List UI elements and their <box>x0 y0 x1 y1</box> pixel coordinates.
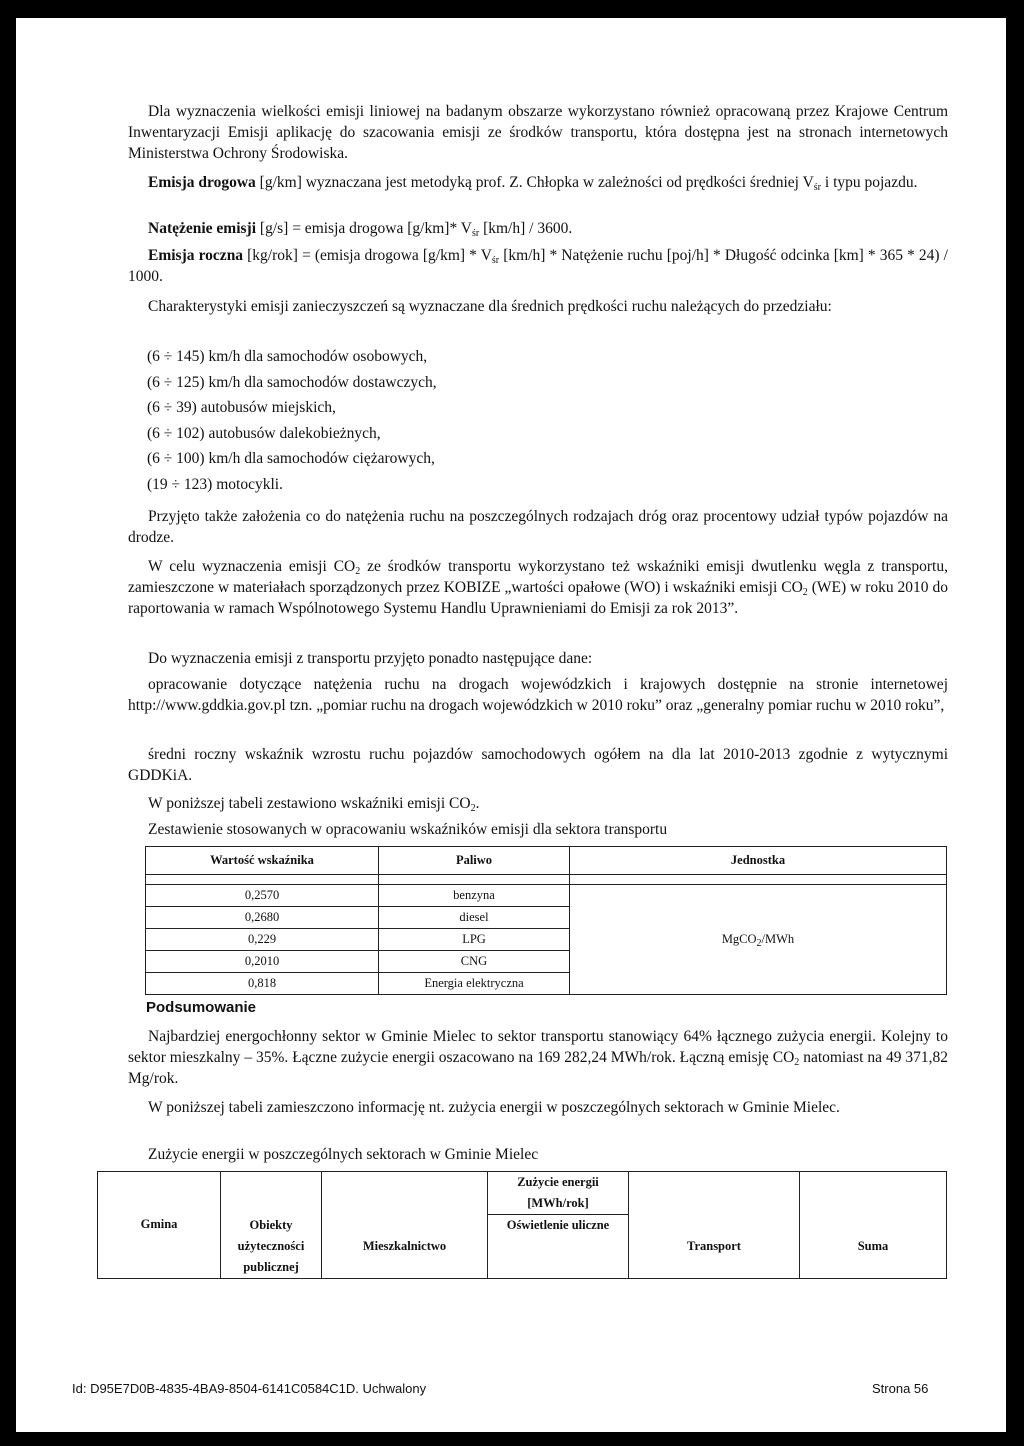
table-header: Mieszkalnictwo <box>322 1215 488 1279</box>
scan-border-bottom <box>0 1432 1024 1446</box>
summary-paragraph: Najbardziej energochłonny sektor w Gminie Mielec to sektor transportu stanowiący 64% łącznego zużycia energii. Kolejny to sektor mieszkalny – 35%. Łączne zużycie energii oszacowano na 169 282,24 MWh/rok. Łączną emisję $CO_2$ natomiast na 49 371,82 Mg/rok. <box>128 1028 948 1087</box>
table-header: Oświetlenie uliczne <box>488 1215 629 1279</box>
table-header: Paliwo <box>379 847 570 875</box>
table-row: 0,2570 benzyna MgCO$_2$/MWh <box>146 885 947 907</box>
table-header: Obiekty użyteczności publicznej <box>221 1215 322 1279</box>
table-row: 0,2680 diesel <box>146 907 947 929</box>
document-id: Id: D95E7D0B-4835-4BA9-8504-6141C0584C1D. Uchwalony <box>72 1381 427 1396</box>
emisja-drogowa-paragraph: Emisja drogowa [g/km] wyznaczana jest metodyką prof. Z. Chłopka w zależności od prędkości średniej $V_{śr}$ i typu pojazdu. <box>148 174 918 193</box>
intro-paragraph: Dla wyznaczenia wielkości emisji liniowej na badanym obszarze wykorzystano również opracowaną przez Krajowe Centrum Inwentaryzacji Emisji aplikację do szacowania emisji ze środków transportu, która dostępna jest na stronach internetowych Ministerstwa Ochrony Środowiska. <box>128 103 948 162</box>
table-header: Wartość wskaźnika <box>146 847 379 875</box>
speed-range-item: (6 ÷ 102) autobusów dalekobieżnych, <box>147 424 381 442</box>
scan-border-right <box>1006 0 1024 1446</box>
speed-range-item: (6 ÷ 39) autobusów miejskich, <box>147 399 336 416</box>
speed-range-list <box>147 346 437 499</box>
do-wyznaczenia-paragraph: Do wyznaczenia emisji z transportu przyjęto ponadto następujące dane: <box>148 650 593 667</box>
table2-intro: W poniższej tabeli zamieszczono informację nt. zużycia energii w poszczególnych sektorach w Gminie Mielec. <box>148 1099 840 1116</box>
table2-caption: Zużycie energii w poszczególnych sektorach w Gminie Mielec <box>148 1146 539 1163</box>
table1-caption: Zestawienie stosowanych w opracowaniu wskaźników emisji dla sektora transportu <box>148 821 668 838</box>
page-number: Strona 56 <box>872 1381 929 1396</box>
table-header: Gmina <box>98 1172 221 1279</box>
table-row: 0,2010 CNG <box>146 951 947 973</box>
scan-border-left <box>0 0 16 1446</box>
speed-range-item: (6 ÷ 100) km/h dla samochodów ciężarowych, <box>147 450 435 467</box>
scan-border-top <box>0 0 1024 18</box>
table1-intro: W poniższej tabeli zestawiono wskaźniki emisji $CO_2$. <box>148 795 480 814</box>
co2-paragraph: W celu wyznaczenia emisji $CO_2$ ze środków transportu wykorzystano też wskaźniki emisji dwutlenku węgla z transportu, zamieszczone w materiałach sporządzonych przez KOBIZE „wartości opałowe (WO) i wskaźniki emisji $CO_2$ (WE) w roku 2010 do raportowania w ramach Wspólnotowego Systemu Handlu Uprawnieniami do Emisji za rok 2013”. <box>128 558 948 617</box>
natezenie-formula: Natężenie emisji [g/s] = emisja drogowa [g/km]* $V_{śr}$ [km/h] / 3600. <box>148 220 573 239</box>
table-header: Suma <box>800 1215 947 1279</box>
sredni-paragraph: średni roczny wskaźnik wzrostu ruchu pojazdów samochodowych ogółem na dla lat 2010-2013 zgodnie z wytycznymi GDDKiA. <box>128 746 948 784</box>
table-row: 0,229 LPG <box>146 929 947 951</box>
table-header-row <box>146 847 947 875</box>
speed-range-item: (19 ÷ 123) motocykli. <box>147 475 283 493</box>
table-header: Jednostka <box>570 847 947 875</box>
speed-range-item: (6 ÷ 125) km/h dla samochodów dostawczych, <box>147 373 437 391</box>
table-header: Transport <box>629 1215 800 1279</box>
energy-consumption-table <box>97 1171 947 1279</box>
table-group-header: Zużycie energii [MWh/rok] <box>488 1172 629 1215</box>
table-row: 0,818 Energia elektryczna <box>146 973 947 995</box>
summary-heading: Podsumowanie <box>146 999 257 1016</box>
charakterystyki-paragraph: Charakterystyki emisji zanieczyszczeń są wyznaczane dla średnich prędkości ruchu należących do przedziału: <box>148 298 832 315</box>
speed-range-item: (6 ÷ 145) km/h dla samochodów osobowych, <box>147 348 428 365</box>
opracowanie-paragraph: opracowanie dotyczące natężenia ruchu na drogach wojewódzkich i krajowych dostępnie na stronie internetowej http://www.gddkia.gov.pl tzn. „pomiar ruchu na drogach wojewódzkich w 2010 roku” oraz „generalny pomiar ruchu w 2010 roku”, <box>128 676 948 714</box>
emission-factors-table <box>145 846 947 995</box>
emisja-roczna-formula: Emisja roczna [kg/rok] = (emisja drogowa $[g/km] * V_{śr}$ [km/h] * Natężenie ruchu [poj/h] * Długość odcinka [km] * 365 * 24) / 1000. <box>128 247 948 285</box>
unit-cell: MgCO$_2$/MWh <box>570 885 947 995</box>
przyjeto-paragraph: Przyjęto także założenia co do natężenia ruchu na poszczególnych rodzajach dróg oraz procentowy udział typów pojazdów na drodze. <box>128 508 948 546</box>
